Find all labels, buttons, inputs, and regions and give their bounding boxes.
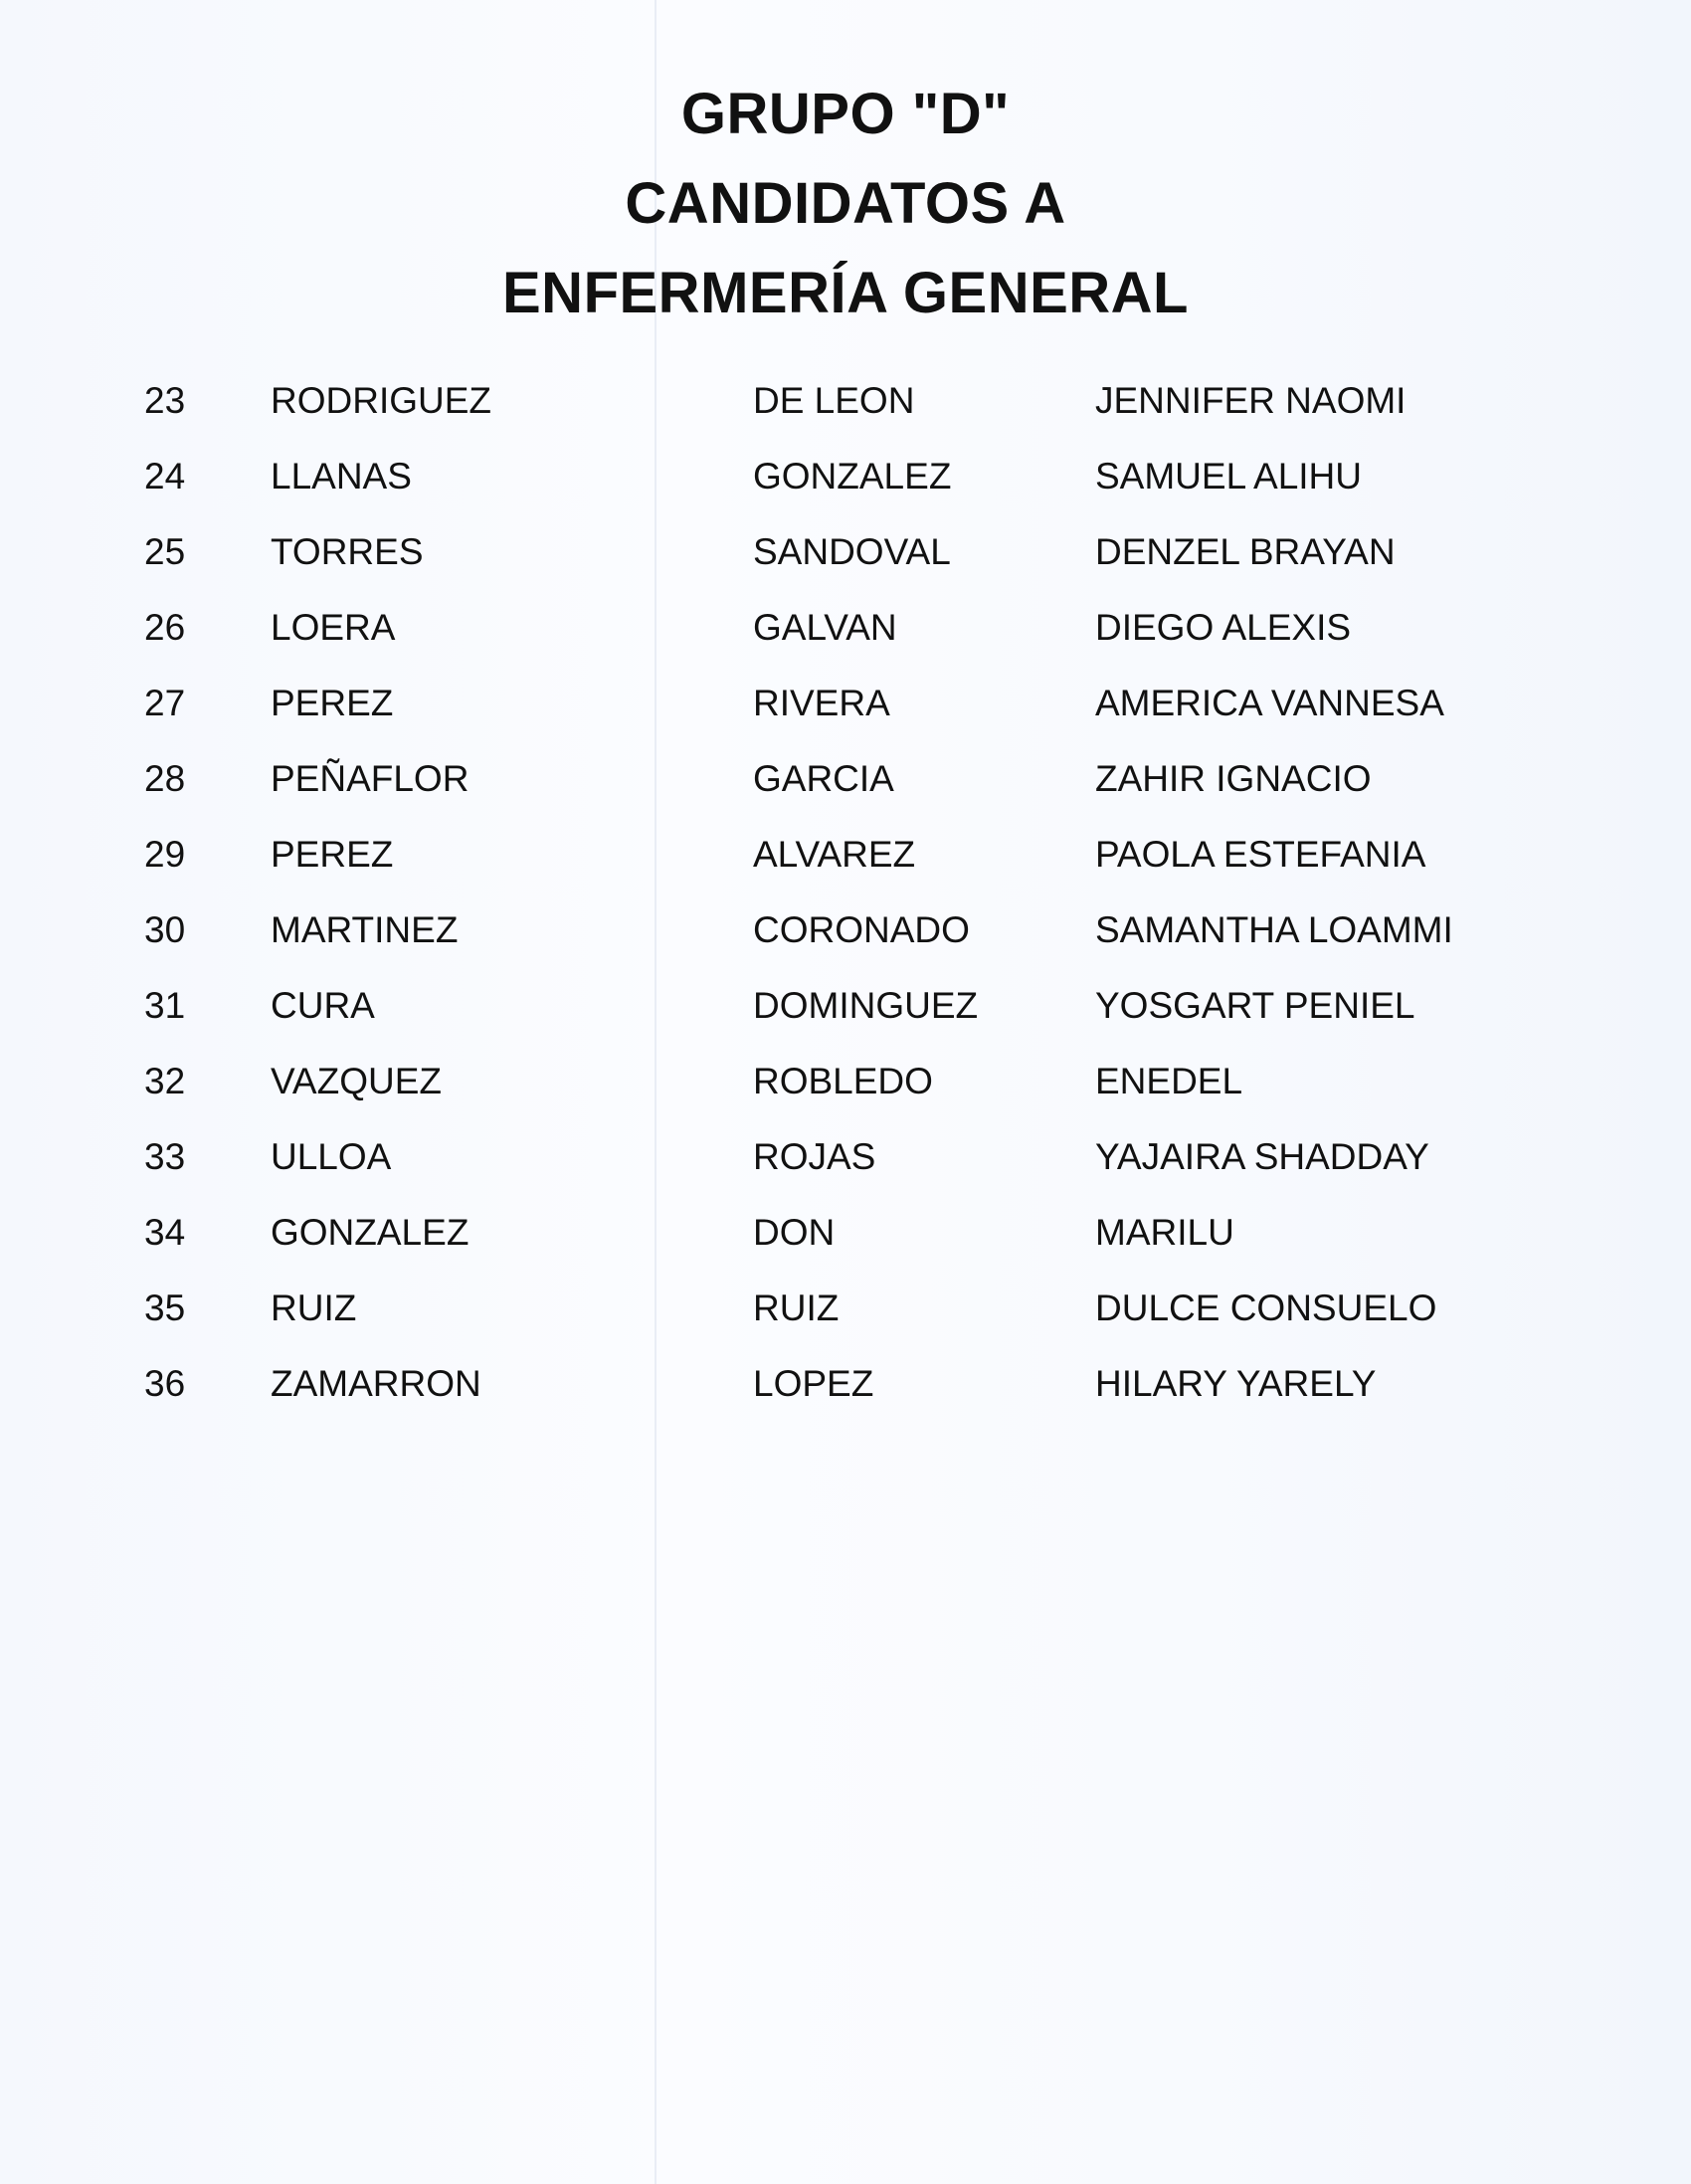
- candidate-number: 28: [144, 758, 186, 799]
- table-row: [144, 893, 1493, 968]
- candidate-second-surname: GALVAN: [753, 607, 897, 648]
- table-row: [144, 666, 1493, 741]
- candidate-first-surname: PEREZ: [271, 683, 394, 723]
- candidate-given-names: HILARY YARELY: [1095, 1363, 1377, 1404]
- candidate-table-body: [144, 363, 1493, 1422]
- candidate-given-names: ZAHIR IGNACIO: [1095, 758, 1372, 799]
- candidate-first-surname: GONZALEZ: [271, 1212, 470, 1253]
- candidate-first-surname: ULLOA: [271, 1136, 392, 1177]
- table-row: [144, 1195, 1493, 1271]
- candidate-second-surname: ROBLEDO: [753, 1061, 933, 1101]
- candidate-first-surname: LOERA: [271, 607, 396, 648]
- candidate-number: 27: [144, 683, 186, 723]
- candidate-number: 35: [144, 1288, 186, 1328]
- candidate-first-surname: RODRIGUEZ: [271, 380, 491, 421]
- candidate-number: 23: [144, 380, 186, 421]
- candidate-given-names: AMERICA VANNESA: [1095, 683, 1444, 723]
- candidate-second-surname: CORONADO: [753, 909, 970, 950]
- candidate-number: 30: [144, 909, 186, 950]
- candidate-second-surname: DE LEON: [753, 380, 915, 421]
- candidate-second-surname: DON: [753, 1212, 836, 1253]
- title-line-group: GRUPO "D": [680, 82, 1011, 146]
- candidate-first-surname: RUIZ: [271, 1288, 357, 1328]
- table-row: [144, 1346, 1493, 1422]
- candidate-given-names: SAMANTHA LOAMMI: [1095, 909, 1453, 950]
- candidate-second-surname: RIVERA: [753, 683, 890, 723]
- candidate-number: 32: [144, 1061, 186, 1101]
- candidate-given-names: DULCE CONSUELO: [1095, 1288, 1437, 1328]
- candidate-second-surname: DOMINGUEZ: [753, 985, 979, 1026]
- table-row: [144, 1044, 1493, 1119]
- title-line-program: ENFERMERÍA GENERAL: [502, 261, 1189, 325]
- candidate-number: 36: [144, 1363, 186, 1404]
- candidate-second-surname: ROJAS: [753, 1136, 876, 1177]
- table-row: [144, 741, 1493, 817]
- candidate-given-names: YAJAIRA SHADDAY: [1095, 1136, 1429, 1177]
- candidate-number: 33: [144, 1136, 186, 1177]
- candidate-given-names: YOSGART PENIEL: [1095, 985, 1415, 1026]
- candidate-first-surname: TORRES: [271, 531, 424, 572]
- candidate-first-surname: PEÑAFLOR: [271, 758, 470, 799]
- table-row: [144, 590, 1493, 666]
- candidate-number: 26: [144, 607, 186, 648]
- table-row: [144, 1271, 1493, 1346]
- candidate-given-names: DENZEL BRAYAN: [1095, 531, 1396, 572]
- candidate-given-names: DIEGO ALEXIS: [1095, 607, 1352, 648]
- candidate-first-surname: VAZQUEZ: [271, 1061, 442, 1101]
- candidate-number: 34: [144, 1212, 186, 1253]
- table-row: [144, 968, 1493, 1044]
- table-row: [144, 514, 1493, 590]
- candidate-given-names: MARILU: [1095, 1212, 1234, 1253]
- candidate-second-surname: ALVAREZ: [753, 834, 916, 875]
- candidate-given-names: PAOLA ESTEFANIA: [1095, 834, 1426, 875]
- candidate-second-surname: GONZALEZ: [753, 456, 952, 496]
- table-row: [144, 363, 1493, 439]
- candidate-first-surname: MARTINEZ: [271, 909, 459, 950]
- table-row: [144, 439, 1493, 514]
- candidate-number: 24: [144, 456, 186, 496]
- candidate-table: [144, 363, 1493, 1422]
- candidate-second-surname: RUIZ: [753, 1288, 840, 1328]
- candidate-second-surname: GARCIA: [753, 758, 894, 799]
- candidate-number: 25: [144, 531, 186, 572]
- candidate-first-surname: ZAMARRON: [271, 1363, 481, 1404]
- candidate-number: 31: [144, 985, 186, 1026]
- candidate-first-surname: PEREZ: [271, 834, 394, 875]
- candidate-first-surname: CURA: [271, 985, 375, 1026]
- table-row: [144, 1119, 1493, 1195]
- document-title: [0, 70, 1691, 338]
- candidate-first-surname: LLANAS: [271, 456, 412, 496]
- candidate-given-names: SAMUEL ALIHU: [1095, 456, 1362, 496]
- candidate-second-surname: LOPEZ: [753, 1363, 874, 1404]
- table-row: [144, 817, 1493, 893]
- candidate-given-names: ENEDEL: [1095, 1061, 1243, 1101]
- candidate-given-names: JENNIFER NAOMI: [1095, 380, 1407, 421]
- candidate-number: 29: [144, 834, 186, 875]
- title-line-candidates: CANDIDATOS A: [625, 171, 1066, 236]
- candidate-second-surname: SANDOVAL: [753, 531, 951, 572]
